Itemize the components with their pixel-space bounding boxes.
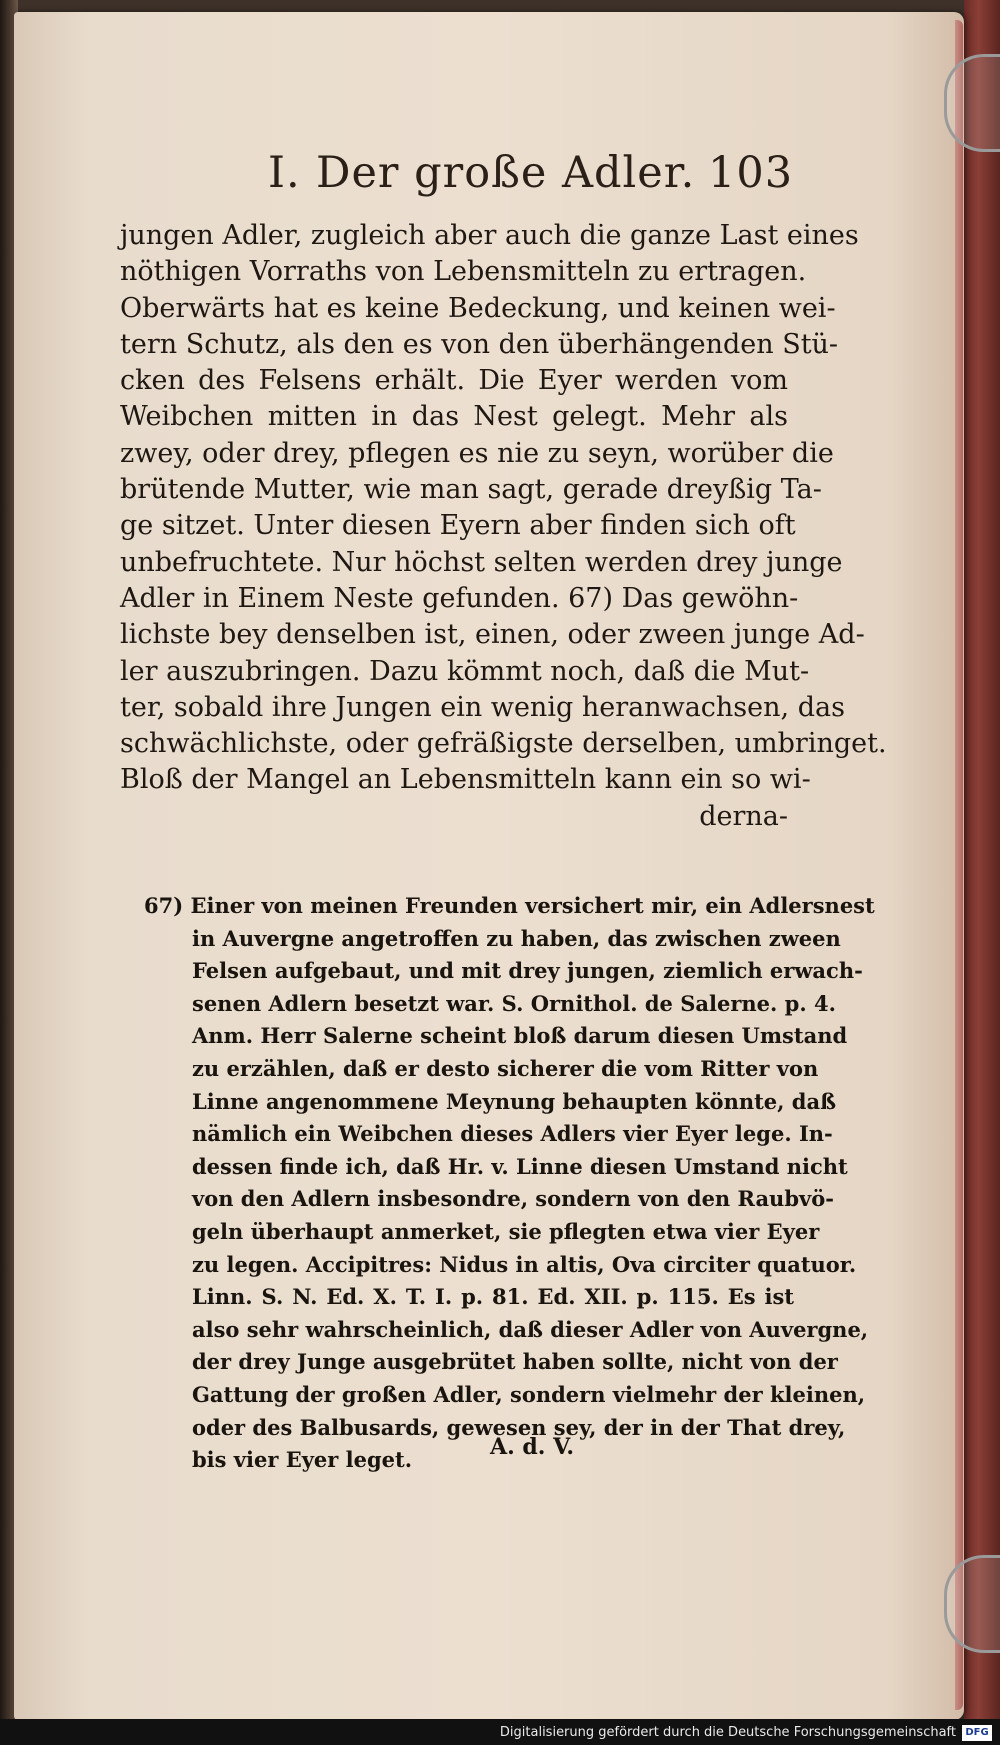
main-text [120, 218, 887, 835]
footnote-line: Linne angenommene Meynung behaupten könnte, daß [192, 1088, 837, 1114]
footnote-line: oder des Balbusards, gewesen sey, der in der That drey, [192, 1414, 846, 1440]
footnote-first-line [144, 890, 875, 923]
footnote-line: von den Adlern insbesondre, sondern von den Raubvö- [192, 1186, 834, 1212]
footnote-line: dessen finde ich, daß Hr. v. Linne diesen Umstand nicht [192, 1153, 848, 1179]
text-line: cken des Felsens erhält. Die Eyer werden vom [120, 365, 788, 397]
digitization-footer [0, 1719, 1000, 1745]
page-number: 103 [708, 148, 794, 198]
text-line: Oberwärts hat es keine Bedeckung, und keinen wei- [120, 292, 836, 324]
text-line: Adler in Einem Neste gefunden. 67) Das gewöhn- [120, 582, 799, 614]
footnote-line: senen Adlern besetzt war. S. Ornithol. de Salerne. p. 4. [192, 990, 836, 1016]
text-line: jungen Adler, zugleich aber auch die ganze Last eines [120, 220, 859, 251]
footnote-line: zu erzählen, daß er desto sicherer die vom Ritter von [192, 1055, 819, 1081]
footnote-line: Gattung der großen Adler, sondern vielmehr der kleinen, [192, 1381, 866, 1407]
footnote-line: Anm. Herr Salerne scheint bloß darum diesen Umstand [192, 1023, 848, 1049]
page-holder-clip-top [944, 54, 1000, 152]
footnote-line: Felsen aufgebaut, und mit drey jungen, ziemlich erwach- [192, 958, 863, 984]
text-line: brütende Mutter, wie man sagt, gerade dreyßig Ta- [120, 474, 822, 506]
section-number: I. [268, 148, 301, 198]
text-line: nöthigen Vorraths von Lebensmitteln zu ertragen. [120, 256, 807, 288]
text-line: tern Schutz, als den es von den überhängenden Stü- [120, 328, 839, 360]
text-line: ter, sobald ihre Jungen ein wenig heranwachsen, das [120, 691, 845, 723]
footnote-marker: 67) [144, 893, 184, 918]
catchword: derna- [699, 800, 788, 832]
text-line: zwey, oder drey, pflegen es nie zu seyn, worüber die [120, 437, 834, 469]
page-holder-clip-bottom [944, 1555, 1000, 1653]
footnote-line: nämlich ein Weibchen dieses Adlers vier Eyer lege. In- [192, 1121, 833, 1147]
running-title: Der große Adler. [316, 148, 696, 198]
dfg-logo: DFG [962, 1725, 992, 1741]
funding-credit: Digitalisierung gefördert durch die Deutsche Forschungsgemeinschaft [499, 1725, 956, 1740]
book-cover-edge [964, 0, 1000, 1745]
text-line: lichste bey denselben ist, einen, oder zween junge Ad- [120, 619, 865, 651]
footnote [144, 890, 875, 1477]
text-line: schwächlichste, oder gefräßigste derselben, umbringet. [120, 728, 887, 760]
text-line: ler auszubringen. Dazu kömmt noch, daß die Mut- [120, 655, 810, 687]
text-line: Bloß der Mangel an Lebensmitteln kann ein so wi- [120, 764, 811, 796]
text-line: unbefruchtete. Nur höchst selten werden drey junge [120, 546, 843, 578]
footnote-line: bis vier Eyer leget. [192, 1447, 413, 1473]
footnote-line: Linn. S. N. Ed. X. T. I. p. 81. Ed. XII. p. 115. Es ist [192, 1284, 794, 1310]
footnote-signature: A. d. V. [490, 1434, 574, 1460]
footnote-line: geln überhaupt anmerket, sie pflegten etwa vier Eyer [192, 1218, 820, 1244]
text-line: Weibchen mitten in das Nest gelegt. Mehr als [120, 401, 788, 433]
footnote-line: zu legen. Accipitres: Nidus in altis, Ova circiter quatuor. [192, 1251, 857, 1277]
text-line: ge sitzet. Unter diesen Eyern aber finden sich oft [120, 510, 796, 542]
page-red-edge [955, 20, 963, 1710]
footnote-line: der drey Junge ausgebrütet haben sollte, nicht von der [192, 1349, 838, 1375]
footnote-line: also sehr wahrscheinlich, daß dieser Adler von Auvergne, [192, 1316, 869, 1342]
footnote-line: Einer von meinen Freunden versichert mir, ein Adlersnest [190, 893, 875, 918]
footnote-line: in Auvergne angetroffen zu haben, das zwischen zween [192, 925, 841, 951]
